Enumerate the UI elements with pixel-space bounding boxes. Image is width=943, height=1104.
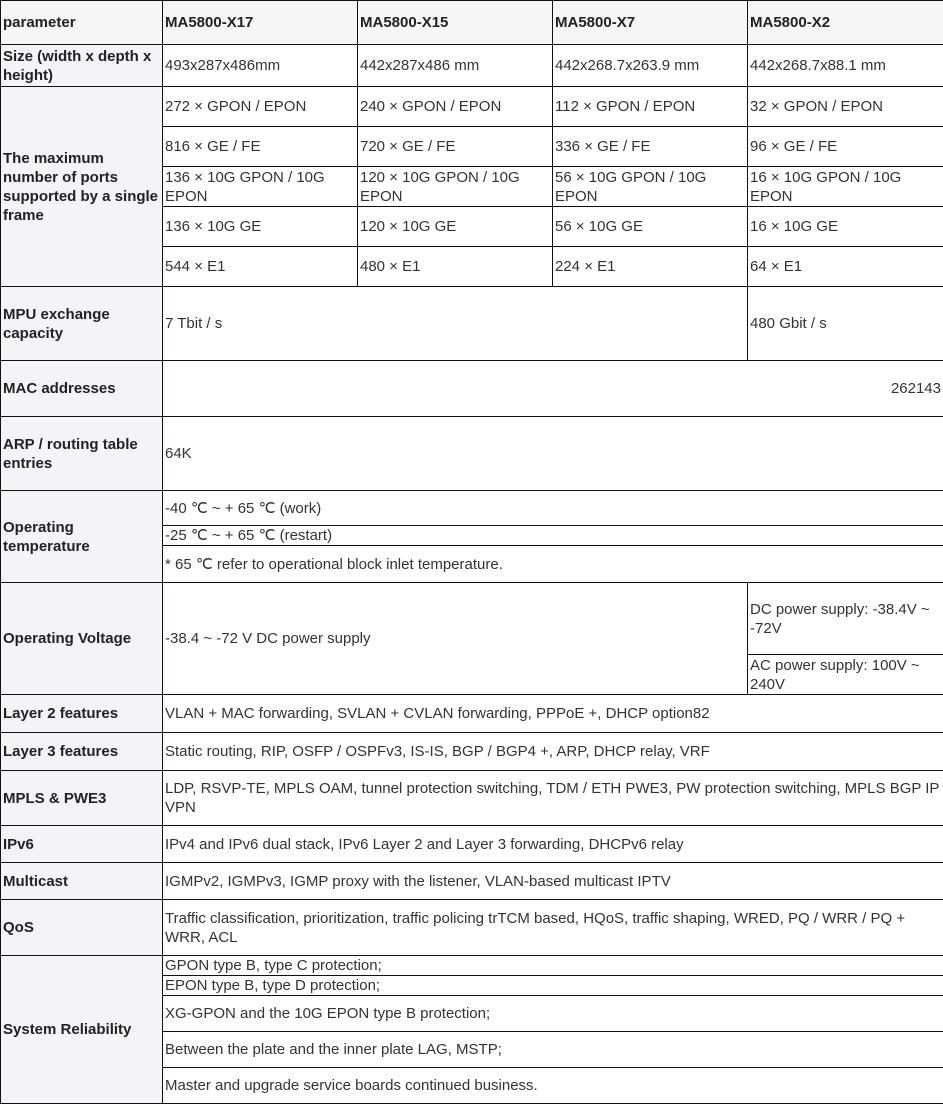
header-model-x2: MA5800-X2	[748, 1, 943, 45]
param-layer3: Layer 3 features	[1, 733, 163, 771]
ports-cell: 224 × E1	[553, 247, 748, 287]
ports-cell: 720 × GE / FE	[358, 127, 553, 167]
table-row-size	[1, 45, 943, 87]
ipv6-value: IPv4 and IPv6 dual stack, IPv6 Layer 2 and Layer 3 forwarding, DHCPv6 relay	[163, 826, 943, 863]
reliability-item: XG-GPON and the 10G EPON type B protection;	[163, 996, 943, 1032]
table-row-layer3	[1, 733, 943, 771]
ports-cell: 120 × 10G GE	[358, 207, 553, 247]
reliability-item: EPON type B, type D protection;	[163, 976, 943, 996]
mac-value: 262143	[163, 361, 943, 417]
mpu-x2: 480 Gbit / s	[748, 287, 943, 361]
table-row-mac	[1, 361, 943, 417]
ports-cell: 136 × 10G GPON / 10G EPON	[163, 167, 358, 207]
header-model-x15: MA5800-X15	[358, 1, 553, 45]
voltage-x2-ac: AC power supply: 100V ~ 240V	[748, 655, 943, 695]
size-x17: 493x287x486mm	[163, 45, 358, 87]
ports-cell: 480 × E1	[358, 247, 553, 287]
header-model-x17: MA5800-X17	[163, 1, 358, 45]
ports-cell: 816 × GE / FE	[163, 127, 358, 167]
ports-cell: 96 × GE / FE	[748, 127, 943, 167]
table-row-layer2	[1, 695, 943, 733]
temperature-work: -40 ℃ ~ + 65 ℃ (work)	[163, 491, 943, 526]
reliability-item: Between the plate and the inner plate LAG, MSTP;	[163, 1032, 943, 1068]
ports-cell: 56 × 10G GE	[553, 207, 748, 247]
ports-cell: 16 × 10G GE	[748, 207, 943, 247]
size-x2: 442x268.7x88.1 mm	[748, 45, 943, 87]
ports-cell: 64 × E1	[748, 247, 943, 287]
table-row-ports	[1, 87, 943, 127]
header-row	[1, 1, 943, 45]
ports-cell: 16 × 10G GPON / 10G EPON	[748, 167, 943, 207]
param-qos: QoS	[1, 900, 163, 956]
ports-cell: 336 × GE / FE	[553, 127, 748, 167]
ports-cell: 120 × 10G GPON / 10G EPON	[358, 167, 553, 207]
table-row-ipv6	[1, 826, 943, 863]
ports-cell: 112 × GPON / EPON	[553, 87, 748, 127]
mpu-x17-x7: 7 Tbit / s	[163, 287, 748, 361]
layer3-value: Static routing, RIP, OSFP / OSPFv3, IS-IS, BGP / BGP4 +, ARP, DHCP relay, VRF	[163, 733, 943, 771]
table-row-mpls	[1, 771, 943, 826]
param-ports: The maximum number of ports supported by a single frame	[1, 87, 163, 287]
multicast-value: IGMPv2, IGMPv3, IGMP proxy with the listener, VLAN-based multicast IPTV	[163, 863, 943, 900]
header-parameter: parameter	[1, 1, 163, 45]
param-voltage: Operating Voltage	[1, 583, 163, 695]
table-row-mpu	[1, 287, 943, 361]
mpls-value: LDP, RSVP-TE, MPLS OAM, tunnel protection switching, TDM / ETH PWE3, PW protection switching, MPLS BGP IP VPN	[163, 771, 943, 826]
header-model-x7: MA5800-X7	[553, 1, 748, 45]
arp-value: 64K	[163, 417, 943, 491]
qos-value: Traffic classification, prioritization, traffic policing trTCM based, HQoS, traffic shaping, WRED, PQ / WRR / PQ + WRR, ACL	[163, 900, 943, 956]
ports-cell: 544 × E1	[163, 247, 358, 287]
param-mac: MAC addresses	[1, 361, 163, 417]
reliability-item: GPON type B, type C protection;	[163, 956, 943, 976]
table-row-temperature	[1, 491, 943, 526]
param-mpls: MPLS & PWE3	[1, 771, 163, 826]
param-temperature: Operating temperature	[1, 491, 163, 583]
param-ipv6: IPv6	[1, 826, 163, 863]
reliability-item: Master and upgrade service boards continued business.	[163, 1068, 943, 1104]
voltage-x2-dc: DC power supply: -38.4V ~ -72V	[748, 583, 943, 655]
table-row-qos	[1, 900, 943, 956]
temperature-note: * 65 ℃ refer to operational block inlet temperature.	[163, 546, 943, 583]
table-row-multicast	[1, 863, 943, 900]
param-multicast: Multicast	[1, 863, 163, 900]
param-layer2: Layer 2 features	[1, 695, 163, 733]
temperature-restart: -25 ℃ ~ + 65 ℃ (restart)	[163, 526, 943, 546]
voltage-x17-x7: -38.4 ~ -72 V DC power supply	[163, 583, 748, 695]
ports-cell: 136 × 10G GE	[163, 207, 358, 247]
ports-cell: 240 × GPON / EPON	[358, 87, 553, 127]
ports-cell: 56 × 10G GPON / 10G EPON	[553, 167, 748, 207]
ports-cell: 32 × GPON / EPON	[748, 87, 943, 127]
size-x7: 442x268.7x263.9 mm	[553, 45, 748, 87]
param-size: Size (width x depth x height)	[1, 45, 163, 87]
param-mpu: MPU exchange capacity	[1, 287, 163, 361]
table-row-reliability	[1, 956, 943, 976]
table-row-arp	[1, 417, 943, 491]
table-row-voltage	[1, 583, 943, 655]
param-reliability: System Reliability	[1, 956, 163, 1104]
size-x15: 442x287x486 mm	[358, 45, 553, 87]
ports-cell: 272 × GPON / EPON	[163, 87, 358, 127]
param-arp: ARP / routing table entries	[1, 417, 163, 491]
layer2-value: VLAN + MAC forwarding, SVLAN + CVLAN forwarding, PPPoE +, DHCP option82	[163, 695, 943, 733]
